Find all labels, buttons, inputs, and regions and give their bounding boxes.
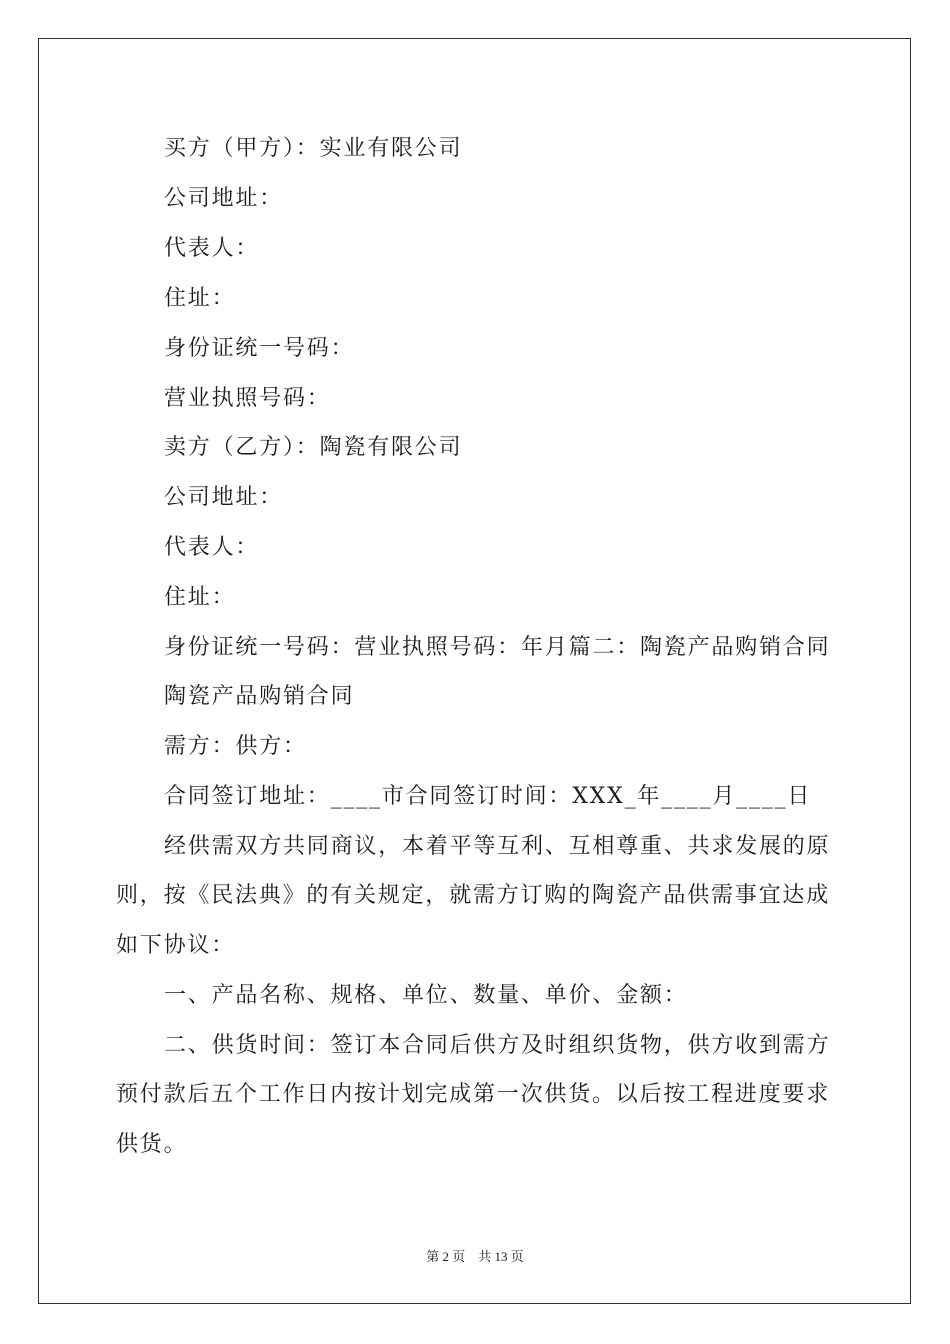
buyer-line: 买方（甲方）：实业有限公司	[164, 136, 463, 161]
page-number-footer: 第 2 页 共 13 页	[426, 1249, 524, 1264]
preamble-line-3: 如下协议：	[116, 933, 236, 958]
seller-representative-line: 代表人：	[164, 535, 260, 560]
clause-1-line: 一、产品名称、规格、单位、数量、单价、金额：	[164, 983, 688, 1008]
preamble-line-2: 则，按《民法典》的有关规定，就需方订购的陶瓷产品供需事宜达成	[116, 883, 831, 908]
buyer-residence-line: 住址：	[164, 286, 236, 311]
buyer-license-line: 营业执照号码：	[164, 386, 331, 411]
parties-line: 需方：供方：	[164, 734, 307, 759]
signing-place-time-line: 合同签订地址：____市合同签订时间：XXX_年____月____日	[164, 784, 812, 809]
preamble-line-1: 经供需双方共同商议，本着平等互利、互相尊重、共求发展的原	[164, 834, 831, 859]
buyer-address-line: 公司地址：	[164, 186, 284, 211]
seller-id-license-line: 身份证统一号码：营业执照号码：年月篇二：陶瓷产品购销合同	[164, 635, 831, 660]
clause-2-line-2: 预付款后五个工作日内按计划完成第一次供货。以后按工程进度要求	[116, 1082, 831, 1107]
page-border	[38, 38, 911, 1304]
clause-2-line-1: 二、供货时间：签订本合同后供方及时组织货物，供方收到需方	[164, 1033, 831, 1058]
seller-residence-line: 住址：	[164, 585, 236, 610]
seller-address-line: 公司地址：	[164, 485, 284, 510]
buyer-representative-line: 代表人：	[164, 236, 260, 261]
contract-title-line: 陶瓷产品购销合同	[164, 684, 355, 709]
seller-line: 卖方（乙方）：陶瓷有限公司	[164, 435, 463, 460]
buyer-id-line: 身份证统一号码：	[164, 336, 355, 361]
clause-2-line-3: 供货。	[116, 1132, 188, 1157]
